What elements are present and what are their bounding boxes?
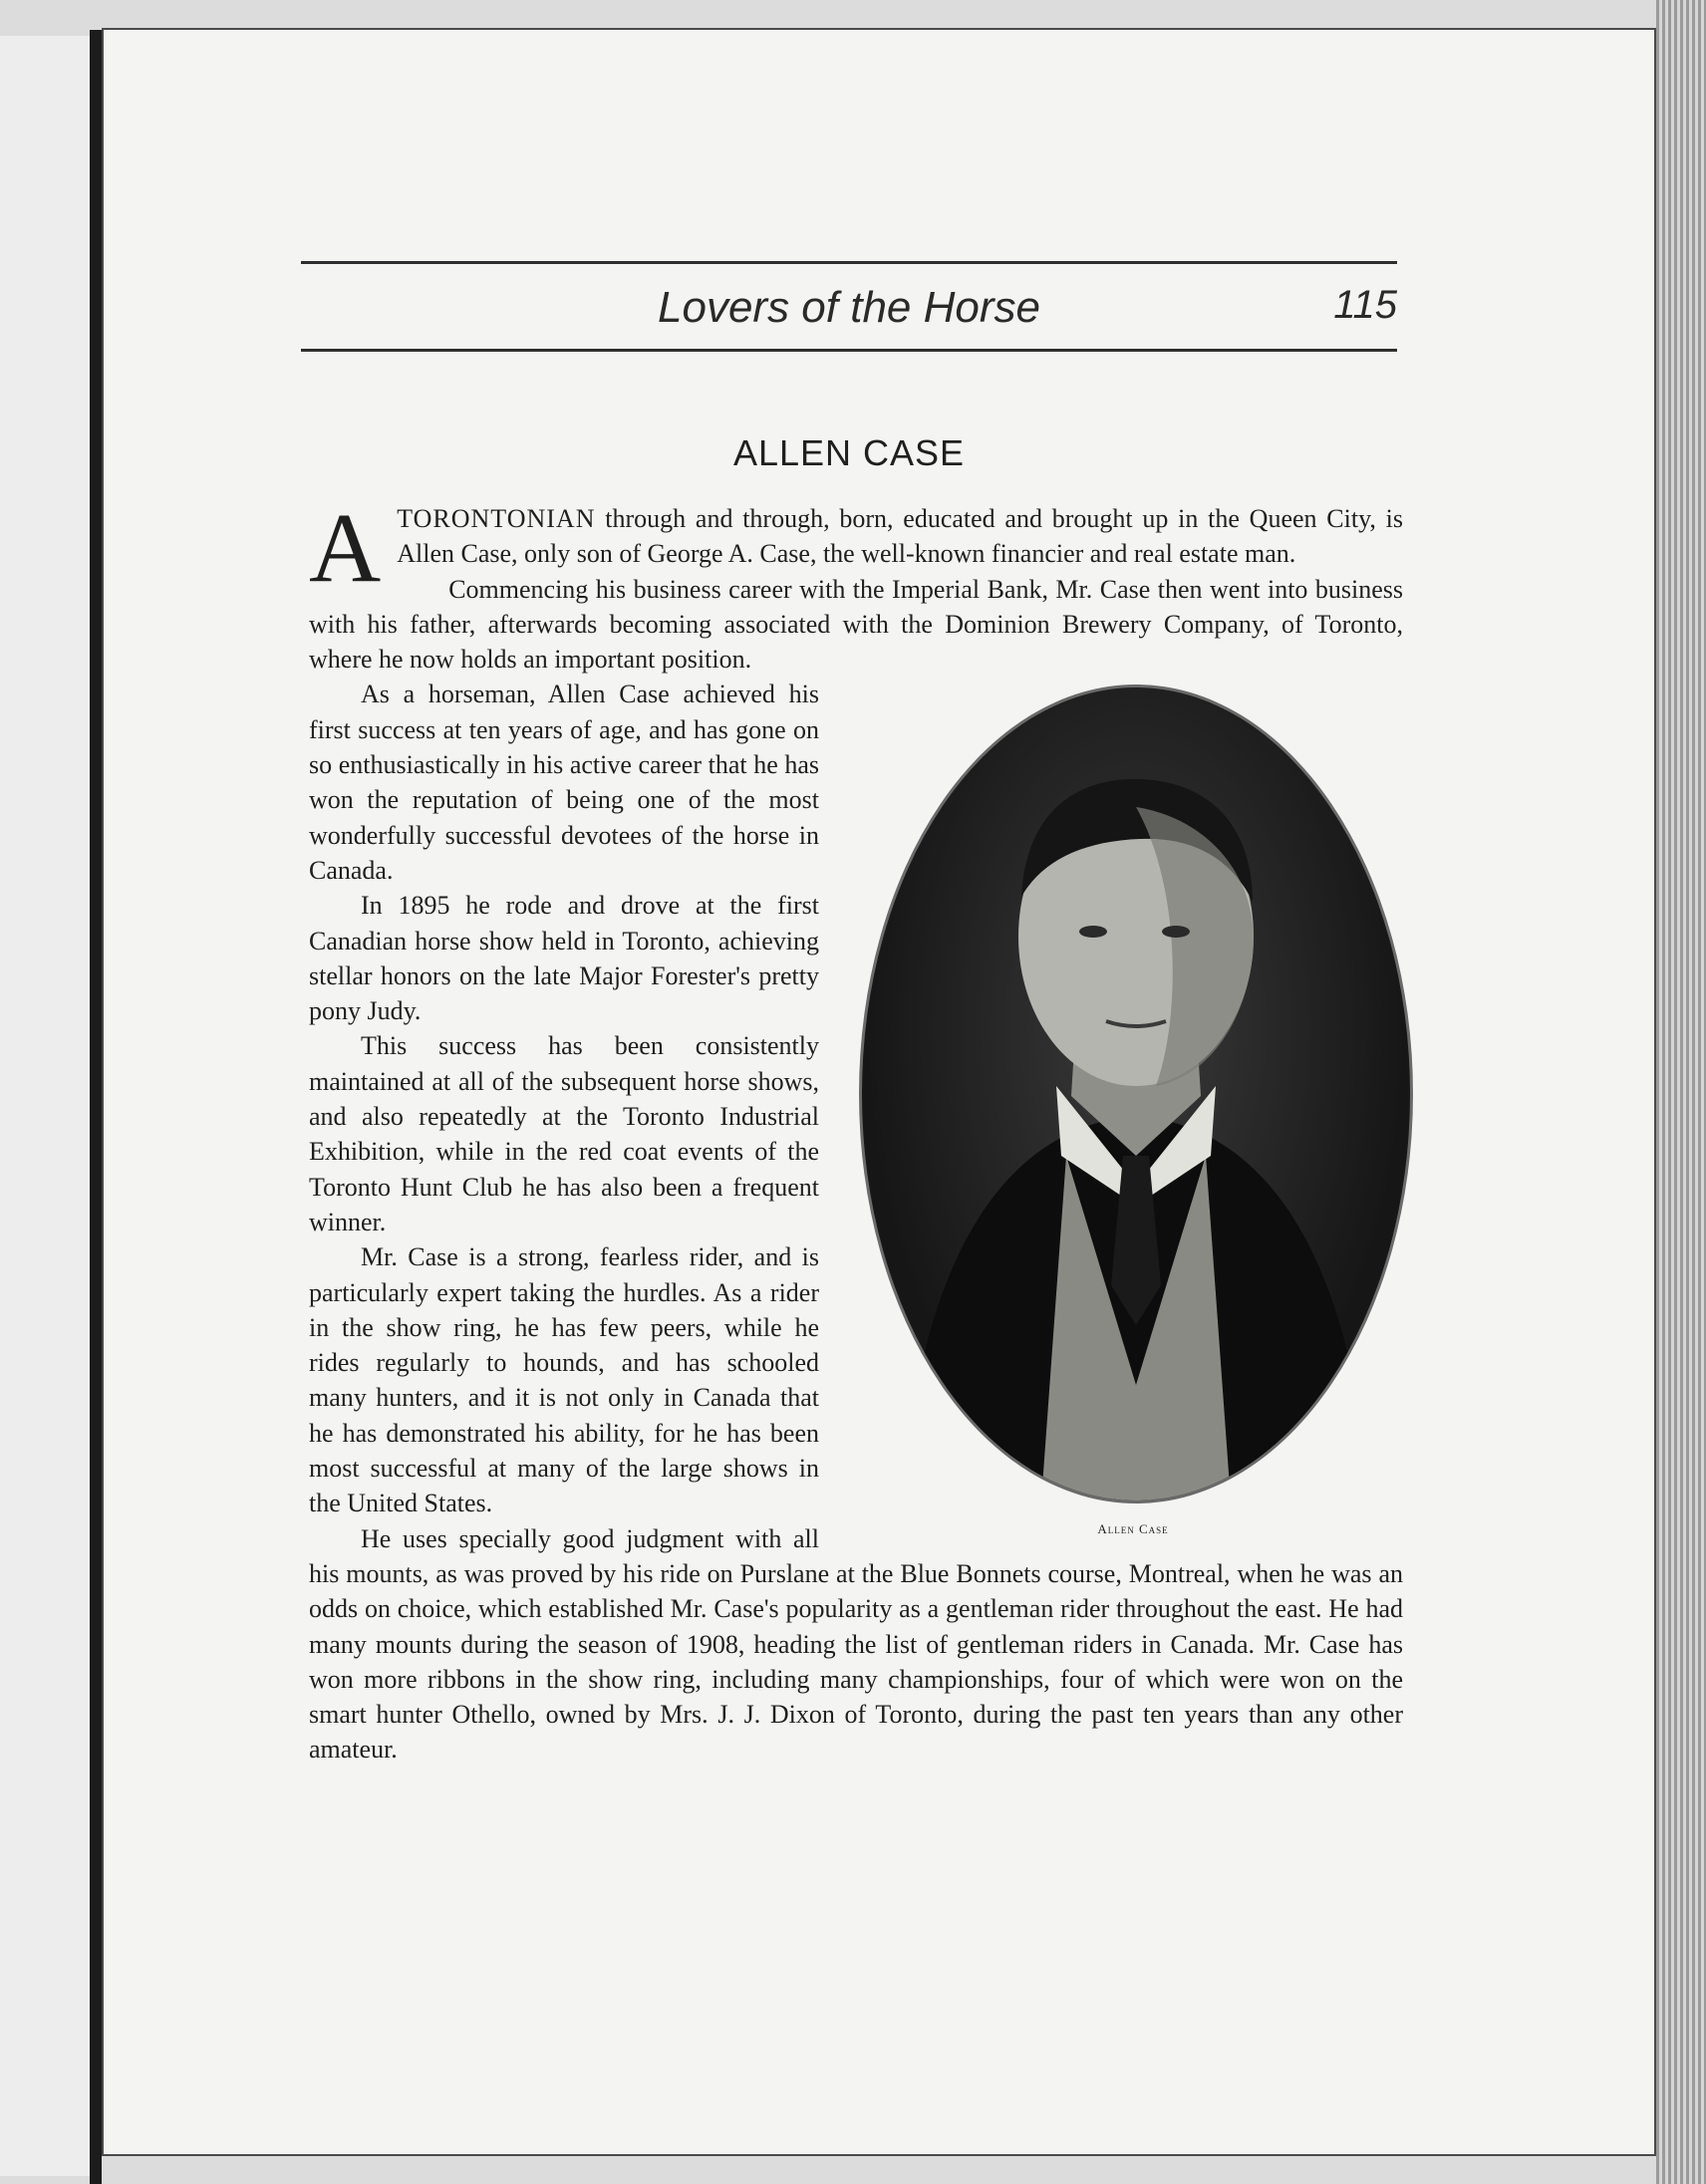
lead-word: TORONTONIAN [397,504,596,533]
portrait-figure [845,677,1403,1535]
page-stack-edge [1656,0,1706,2184]
paragraph-5: This success has been consistently maintained at all of the subsequent horse shows, and also repeatedly at the Toronto Industrial Exhibition, while in the red coat events of the Toronto Hunt Club he has also been a frequent winner. [309,1031,819,1236]
article-title: ALLEN CASE [732,432,966,473]
paragraph-1-text: through and through, born, educated and brought up in the Queen City, is Allen Case, only son of George A. Case, the well-known financier and real estate man. [397,504,1403,569]
paragraph-6: Mr. Case is a strong, fearless rider, and is particularly expert taking the hurdles. As a rider in the show ring, he has few peers, while he rides regularly to hounds, and has schooled many hunters, and it is not only in Canada that he has demonstrated his ability, for he has been most successful at many of the large shows in the United States. [309,1242,819,1518]
page-number: 115 [1333,283,1397,327]
left-page-edge [0,36,98,2176]
portrait-photo [859,684,1413,1503]
header-rule-bottom [301,349,1397,352]
paragraph-7: He uses specially good judgment with all his mounts, as was proved by his ride on Purslane at the Blue Bonnets course, Montreal, when he was an odds on choice, which established Mr. Case's popularity as a gentleman rider throughout the east. He had many mounts during the season of 1908, heading the list of gentleman riders in Canada. Mr. Case has won more ribbons in the show ring, including many championships, four of which were won on the smart hunter Othello, owned by Mrs. J. J. Dixon of Toronto, during the past ten years than any other amateur. [309,1523,1403,1765]
running-title: Lovers of the Horse [658,283,1040,332]
book-binding [90,30,102,2184]
paragraph-1 [309,492,1403,603]
paragraph-2: Commencing his business career with the Imperial Bank, Mr. Case then went into business with his father, afterwards becoming associated with the Dominion Brewery Company, of Toronto, where he now holds an important position. [309,574,1403,675]
drop-cap: A [309,492,382,603]
article-body [309,492,1403,1768]
paragraph-3: As a horseman, Allen Case achieved his first success at ten years of age, and has gone on so enthusiastically in his active career that he has won the reputation of being one of the most wonderfully successful devotees of the horse in Canada. [309,680,819,885]
header-rule-top [301,261,1397,264]
portrait-silhouette [862,687,1410,1501]
portrait-caption: Allen Case [1097,1521,1169,1537]
paragraph-4: In 1895 he rode and drove at the first Canadian horse show held in Toronto, achieving stellar honors on the late Major Forester's pretty pony Judy. [309,891,819,1026]
